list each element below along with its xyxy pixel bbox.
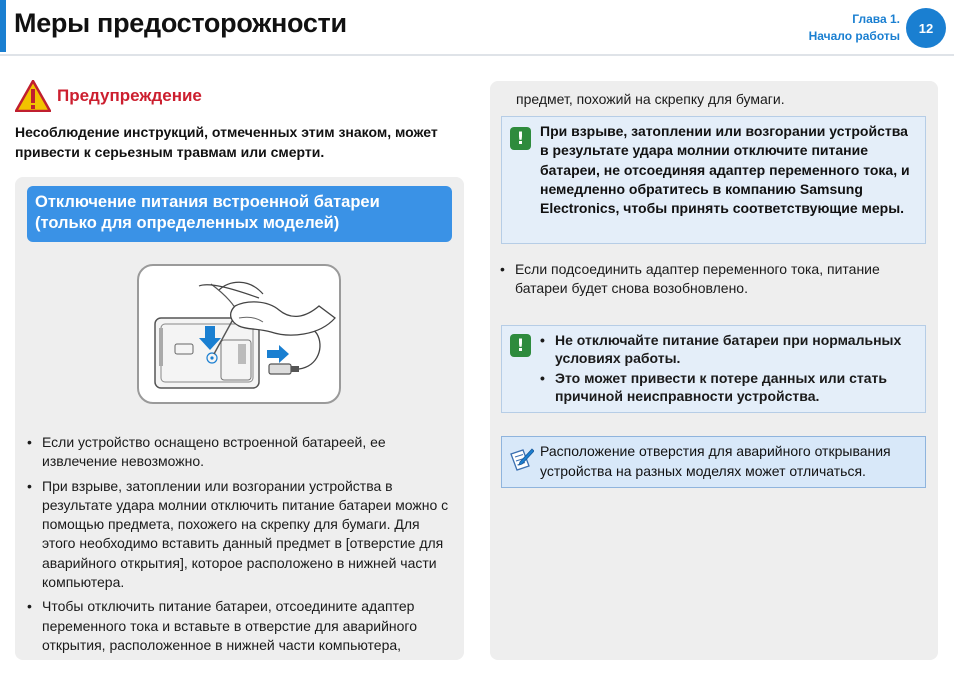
note-text: Расположение отверстия для аварийного открывания устройства на разных моделях может отличаться. [540,443,891,479]
header-accent-bar [0,0,6,52]
caution-exclamation-icon: ! [510,334,531,357]
list-item: • Если устройство оснащено встроенной батареей, ее извлечение невозможно. [27,433,452,472]
right-bullet-list [500,260,920,304]
left-bullet-list [27,433,452,660]
header-divider [0,54,954,56]
caution-exclamation-icon: ! [510,127,531,150]
note-pencil-icon [508,446,534,472]
page-number-badge: 12 [906,8,946,48]
caution-list-2 [540,332,920,408]
chapter-name: Начало работы [808,29,900,43]
continued-text: предмет, похожий на скрепку для бумаги. [516,91,785,107]
list-item: • Если подсоединить адаптер переменного тока, питание батареи будет снова возобновлено. [500,260,920,299]
list-item: • При взрыве, затоплении или возгорании устройства в результате удара молнии отключить питание батареи можно с помощью предмета, похожего на скрепку для бумаги. Для этого необходимо вставить данный предмет в [отверстие для аварийного открытия], которое расположено в нижней части компьютера. [27,477,452,593]
list-item: • Это может привести к потере данных или стать причиной неисправности устройства. [540,370,920,405]
warning-title: Предупреждение [57,86,202,105]
chapter-label [809,11,900,45]
list-item: • Чтобы отключить питание батареи, отсоедините адаптер переменного тока и вставьте в отверстие для аварийного открытия, расположенное в нижней части компьютера, [27,597,452,655]
warning-triangle-icon [15,80,51,112]
chapter-number: Глава 1. [852,12,900,26]
laptop-paperclip-illustration [137,264,341,404]
list-item: • Не отключайте питание батареи при нормальных условиях работы. [540,332,920,367]
caution-text-1: При взрыве, затоплении или возгорании устройства в результате удара молнии отключите питание батареи, не отсоединяя адаптер переменного тока, и немедленно обратитесь в компанию Samsung Electronics, чтобы принять соответствующие меры. [540,123,910,217]
warning-text: Несоблюдение инструкций, отмеченных этим знаком, может привести к серьезным травмам или смерти. [15,124,438,160]
section-heading: Отключение питания встроенной батареи (только для определенных моделей) [27,186,452,242]
page-title: Меры предосторожности [14,8,347,38]
